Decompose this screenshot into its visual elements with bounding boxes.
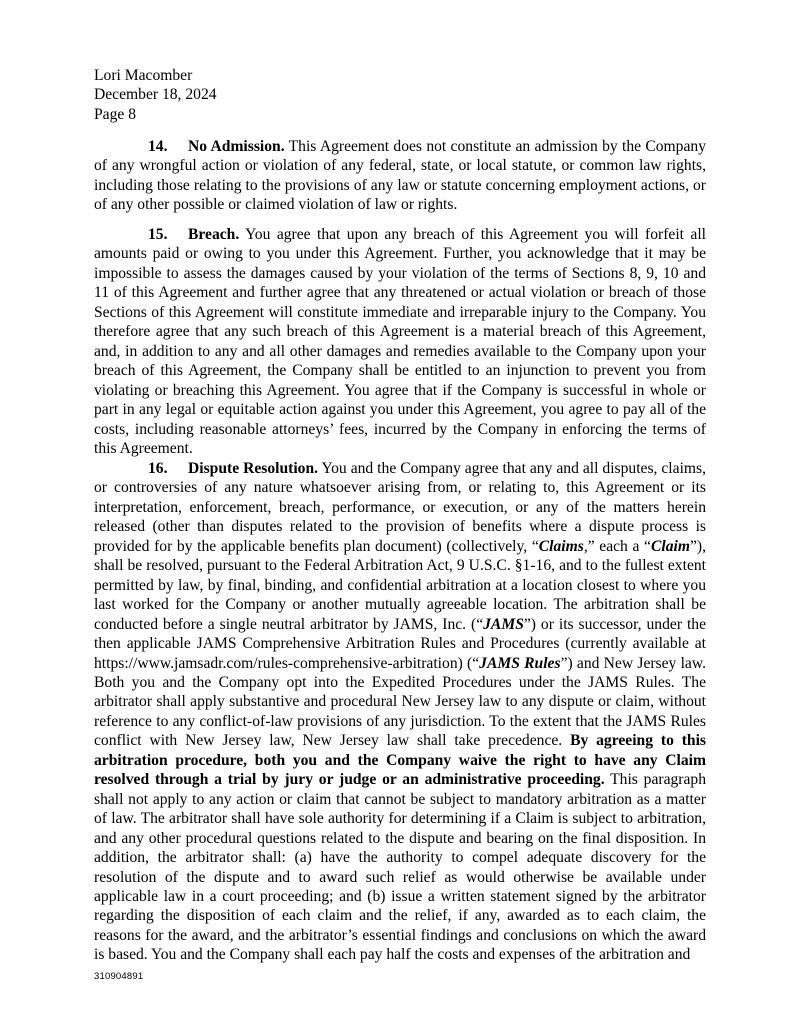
section-text: You agree that upon any breach of this Agreement you will forfeit all amounts paid or owing to you under this Agreement. Further, you acknowledge that it may be impossible to assess the damages caused by your violation of the terms of Sections 8, 9, 10 and 11 of this Agreement and further agree that any threatened or actual violation or breach of those Sections of this Agreement will constitute immediate and irreparable injury to the Company. You therefore agree that any such breach of this Agreement is a material breach of this Agreement, and, in addition to any and all other damages and remedies available to the Company upon your breach of this Agreement, the Company shall be entitled to an injunction to prevent you from violating or breaching this Agreement. You agree that if the Company is successful in whole or part in any legal or equitable action against you under this Agreement, you agree to pay all of the costs, including reasonable attorneys’ fees, incurred by the Company in enforcing the terms of this Agreement. (94, 226, 706, 457)
document-id: 310904891 (94, 971, 144, 982)
section-text: ”) or its successor, under the then applicable JAMS Comprehensive Arbitration Rules and Procedures (currently available at https://www.jamsadr.com/rules-comprehensive-arbitration) (“ (94, 615, 706, 672)
section-heading: Dispute Resolution. (188, 460, 319, 477)
page-number: Page 8 (94, 105, 137, 123)
defined-term-jams-rules: JAMS Rules (479, 654, 561, 672)
section-text: This paragraph shall not apply to any action or claim that cannot be subject to mandatory arbitration as a matter of law. The arbitrator shall have sole authority for determining if a Claim is subject to arbitration, and any other procedural questions related to the dispute and bearing on the final disposition. In addition, the arbitrator shall: (a) have the authority to compel adequate discovery for the resolution of the dispute and to award such relief as would otherwise be available under applicable law in a court proceeding; and (b) issue a written statement signed by the arbitrator regarding the disposition of each claim and the relief, if any, awarded as to each claim, the reasons for the award, and the arbitrator’s essential findings and conclusions on which the award is based. You and the Company shall each pay half the costs and expenses of the arbitration and (94, 771, 707, 964)
section-text: ,” each a “ (583, 537, 651, 555)
section-text: ”), shall be resolved, pursuant to the Federal Arbitration Act, 9 U.S.C. §1-16, and to the fullest extent permitted by law, by final, binding, and confidential arbitration at a location closest to where you last worked for the Company or another mutually agreeable location. The arbitration shall be conducted before a single neutral arbitrator by JAMS, Inc. (“ (94, 537, 706, 633)
defined-term-claim: Claim (650, 537, 690, 555)
section-16 (94, 459, 706, 965)
defined-term-claims: Claims (538, 537, 584, 555)
section-text: ”) and New Jersey law. Both you and the Company opt into the Expedited Procedures under the JAMS Rules. The arbitrator shall apply substantive and procedural New Jersey law to any dispute or claim, without reference to any conflict-of-law provisions of any jurisdiction. To the extent that the JAMS Rules conflict with New Jersey law, New Jersey law shall take precedence. (94, 654, 706, 750)
defined-term-jams: JAMS (483, 615, 524, 633)
jury-waiver-clause: By agreeing to this arbitration procedure, both you and the Company waive the right to have any Claim resolved through a trial by jury or judge or an administrative proceeding. (94, 732, 706, 789)
section-15 (94, 225, 706, 458)
section-number: 16. (148, 460, 168, 477)
recipient-name: Lori Macomber (94, 67, 193, 84)
letter-header (94, 66, 217, 124)
section-14 (94, 137, 706, 215)
letter-date: December 18, 2024 (94, 86, 217, 104)
section-heading: Breach. (188, 226, 240, 243)
section-text: This Agreement does not constitute an admission by the Company of any wrongful action or violation of any federal, state, or local statute, or common law rights, including those relating to the provisions of any law or statute concerning employment actions, or of any other possible or claimed violation of law or rights. (94, 138, 706, 214)
section-number: 15. (148, 226, 168, 243)
section-text: You and the Company agree that any and all disputes, claims, or controversies of any nature whatsoever arising from, or relating to, this Agreement or its interpretation, enforcement, breach, performance, or execution, or any of the matters herein released (other than disputes related to the provision of benefits where a dispute process is provided for by the applicable benefits plan document) (collectively, “ (94, 460, 706, 555)
section-number: 14. (148, 138, 168, 155)
section-heading: No Admission. (188, 138, 285, 155)
